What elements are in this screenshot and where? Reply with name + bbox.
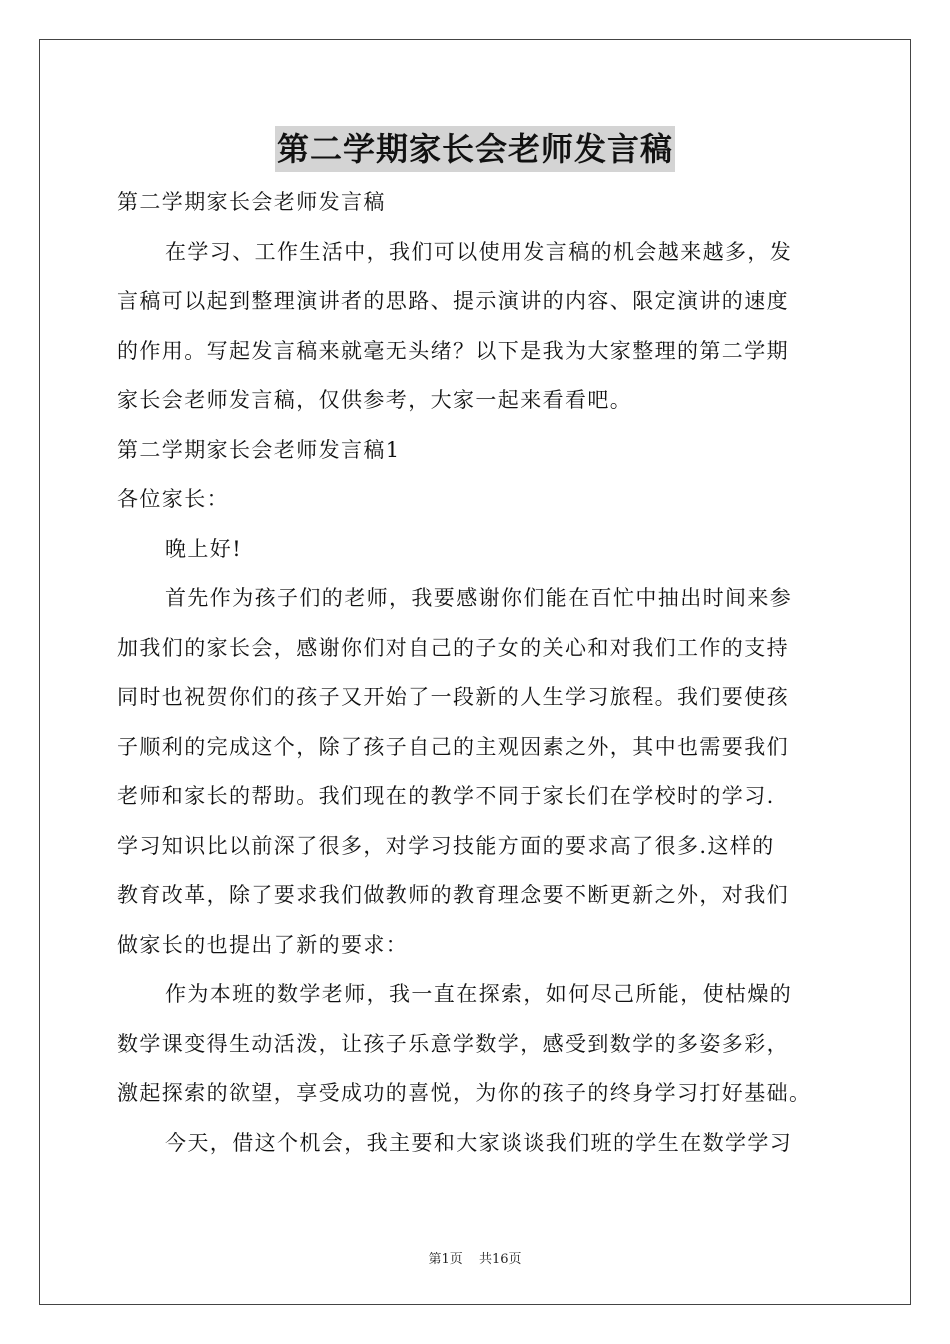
text-line: 子顺利的完成这个，除了孩子自己的主观因素之外，其中也需要我们: [117, 734, 789, 759]
text-line: 数学课变得生动活泼，让孩子乐意学数学，感受到数学的多姿多彩，: [117, 1031, 789, 1056]
text-line: 晚上好!: [165, 536, 243, 561]
text-line: 激起探索的欲望，享受成功的喜悦，为你的孩子的终身学习打好基础。: [117, 1081, 812, 1105]
text-line: 加我们的家长会，感谢你们对自己的子女的关心和对我们工作的支持: [117, 635, 789, 660]
text-line: 作为本班的数学老师，我一直在探索，如何尽己所能，使枯燥的: [165, 982, 793, 1006]
text-line: 首先作为孩子们的老师，我要感谢你们能在百忙中抽出时间来参: [165, 586, 793, 610]
text-line: 同时也祝贺你们的孩子又开始了一段新的人生学习旅程。我们要使孩: [117, 685, 789, 709]
text-line: 学习知识比以前深了很多，对学习技能方面的要求高了很多.这样的: [117, 833, 775, 858]
page-footer: [0, 1248, 950, 1267]
text-line: 教育改革，除了要求我们做教师的教育理念要不断更新之外，对我们: [117, 883, 789, 907]
page-total: 共16页: [478, 1252, 522, 1267]
text-line: 言稿可以起到整理演讲者的思路、提示演讲的内容、限定演讲的速度: [117, 289, 789, 313]
text-line: 的作用。写起发言稿来就毫无头绪？以下是我为大家整理的第二学期: [117, 338, 789, 363]
page-number: 第1页: [428, 1252, 463, 1267]
text-line: 老师和家长的帮助。我们现在的教学不同于家长们在学校时的学习.: [117, 784, 775, 808]
text-line: 第二学期家长会老师发言稿: [117, 190, 386, 214]
text-line: 第二学期家长会老师发言稿1: [117, 437, 401, 462]
text-line: 各位家长：: [117, 487, 229, 511]
document-title: 第二学期家长会老师发言稿: [275, 126, 675, 172]
text-line: 今天，借这个机会，我主要和大家谈谈我们班的学生在数学学习: [165, 1130, 793, 1155]
text-line: 做家长的也提出了新的要求：: [117, 932, 409, 957]
title-container: [0, 126, 950, 172]
text-line: 在学习、工作生活中，我们可以使用发言稿的机会越来越多，发: [165, 239, 793, 264]
text-line: 家长会老师发言稿，仅供参考，大家一起来看看吧。: [117, 388, 633, 412]
document-body: [117, 178, 837, 1168]
